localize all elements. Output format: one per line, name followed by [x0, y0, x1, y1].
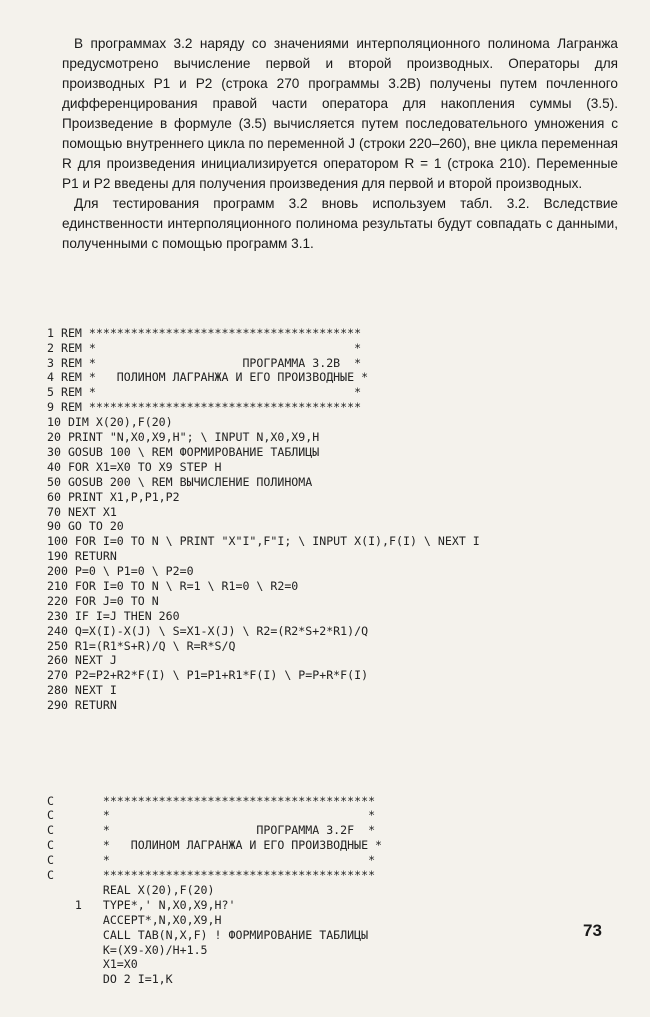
code-line: 210 FOR I=0 TO N \ R=1 \ R1=0 \ R2=0: [47, 578, 299, 593]
basic-program-listing: [47, 326, 617, 713]
code-line: REAL X(20),F(20): [47, 882, 215, 897]
code-line: C * ПОЛИНОМ ЛАГРАНЖА И ЕГО ПРОИЗВОДНЫЕ *: [47, 838, 383, 853]
code-line: 1 TYPE*,' N,X0,X9,H?': [47, 897, 236, 912]
code-line: 290 RETURN: [47, 698, 117, 713]
code-line: 60 PRINT X1,P,P1,P2: [47, 489, 180, 504]
code-line: 70 NEXT X1: [47, 504, 117, 519]
code-line: 1 REM ***************************************: [47, 325, 362, 340]
code-line: 230 IF I=J THEN 260: [47, 608, 180, 623]
code-line: 220 FOR J=0 TO N: [47, 593, 159, 608]
code-line: 190 RETURN: [47, 549, 117, 564]
paragraph: В программах 3.2 наряду со значениями интерполяционного полинома Лагранжа предусмотрено вычисление первой и второй производных. Операторы для производных P1 и P2 (строка 270 программы 3.2B) получены путем почленного дифференцирования правой части оператора для накопления суммы (3.5). Произведение в формуле (3.5) вычисляется путем последовательного умножения с помощью внутреннего цикла по переменной J (строки 220–260), вне цикла переменная R для произведения инициализируется оператором R = 1 (строка 210). Переменные P1 и P2 введены для получения произведения для первой и второй производных.: [62, 36, 618, 191]
code-line: 3 REM * ПРОГРАММА 3.2B *: [47, 355, 362, 370]
code-line: DO 2 I=1,K: [47, 972, 173, 987]
code-line: 90 GO TO 20: [47, 519, 124, 534]
code-line: 50 GOSUB 200 \ REM ВЫЧИСЛЕНИЕ ПОЛИНОМА: [47, 474, 313, 489]
code-line: 40 FOR X1=X0 TO X9 STEP H: [47, 459, 222, 474]
code-line: 4 REM * ПОЛИНОМ ЛАГРАНЖА И ЕГО ПРОИЗВОДНЫЕ *: [47, 370, 369, 385]
page-number: 73: [583, 921, 602, 940]
fortran-program-listing: [47, 794, 617, 988]
code-line: 10 DIM X(20),F(20): [47, 415, 173, 430]
code-listing: [47, 296, 617, 1017]
code-line: ACCEPT*,N,X0,X9,H: [47, 912, 222, 927]
code-line: C * *: [47, 808, 376, 823]
body-text: [62, 34, 618, 254]
code-line: X1=X0: [47, 957, 138, 972]
code-line: 280 NEXT I: [47, 683, 117, 698]
code-line: 9 REM ***************************************: [47, 400, 362, 415]
code-line: 5 REM * *: [47, 385, 362, 400]
code-line: 200 P=0 \ P1=0 \ P2=0: [47, 564, 194, 579]
code-line: 260 NEXT J: [47, 653, 117, 668]
paragraph: Для тестирования программ 3.2 вновь используем табл. 3.2. Вследствие единственности интерполяционного полинома результаты будут совпадать с данными, полученными с помощью программ 3.1.: [62, 196, 618, 251]
code-line: 250 R1=(R1*S+R)/Q \ R=R*S/Q: [47, 638, 236, 653]
code-line: CALL TAB(N,X,F) ! ФОРМИРОВАНИЕ ТАБЛИЦЫ: [47, 927, 369, 942]
code-line: 20 PRINT "N,X0,X9,H"; \ INPUT N,X0,X9,H: [47, 430, 320, 445]
code-line: 100 FOR I=0 TO N \ PRINT "X"I",F"I; \ INPUT X(I),F(I) \ NEXT I: [47, 534, 480, 549]
code-line: C ***************************************: [47, 793, 376, 808]
code-line: 2 REM * *: [47, 340, 362, 355]
code-line: 240 Q=X(I)-X(J) \ S=X1-X(J) \ R2=(R2*S+2*R1)/Q: [47, 623, 369, 638]
code-line: C * ПРОГРАММА 3.2F *: [47, 823, 376, 838]
code-line: C * *: [47, 853, 376, 868]
code-line: K=(X9-X0)/H+1.5: [47, 942, 208, 957]
code-line: 270 P2=P2+R2*F(I) \ P1=P1+R1*F(I) \ P=P+R*F(I): [47, 668, 369, 683]
code-line: C ***************************************: [47, 868, 376, 883]
code-line: 30 GOSUB 100 \ REM ФОРМИРОВАНИЕ ТАБЛИЦЫ: [47, 444, 320, 459]
